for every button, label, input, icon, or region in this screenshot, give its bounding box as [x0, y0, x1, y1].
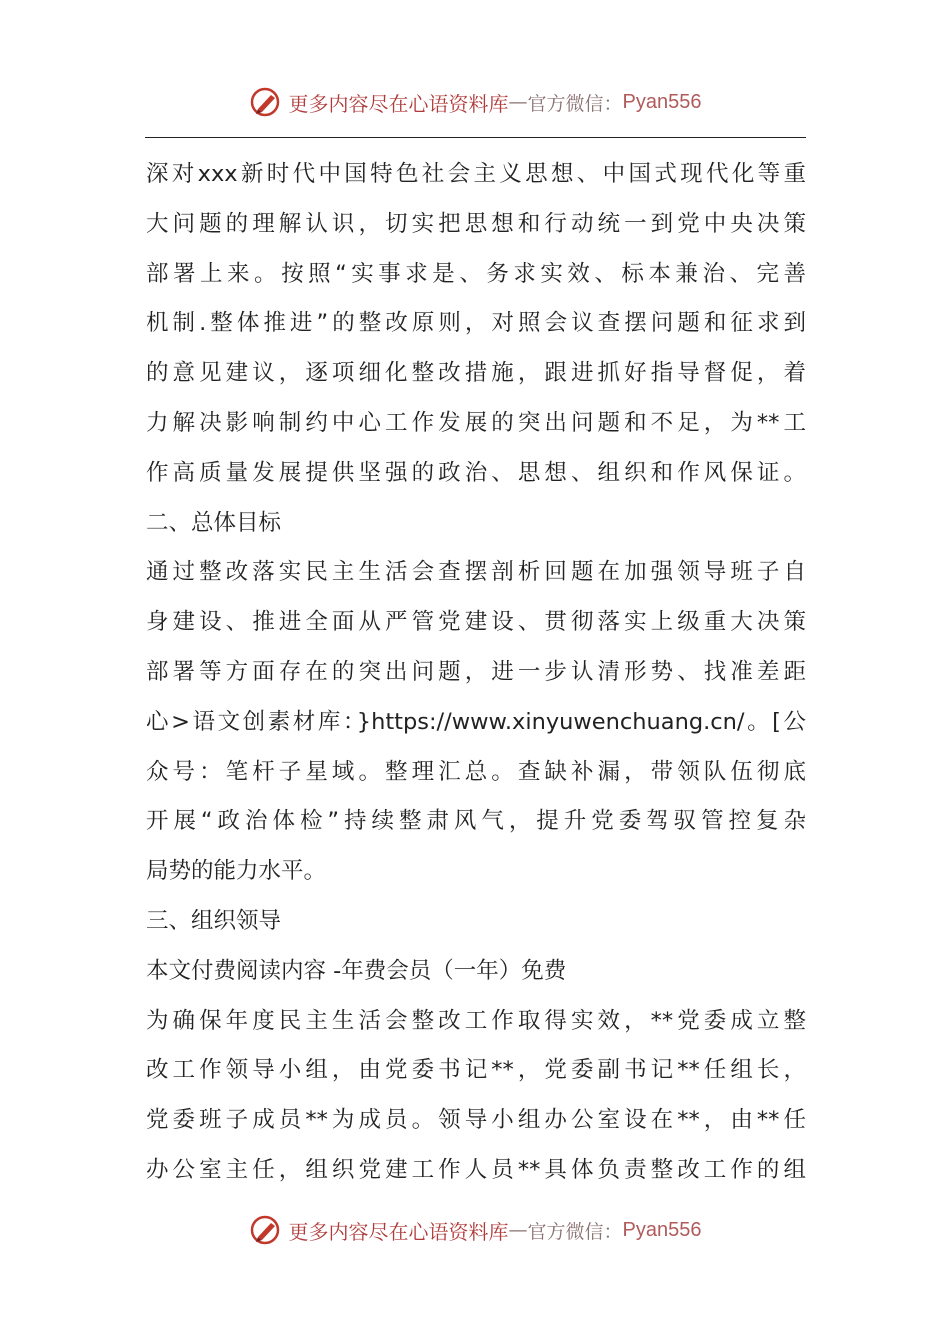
- watermark-wechat-id: Pyan556: [622, 90, 702, 113]
- watermark-wechat-label: 官方微信：: [527, 92, 623, 115]
- text-line: 部署等方面存在的突出问题，进一步认清形势、找准差距: [146, 658, 806, 685]
- watermark-dash: —: [508, 1219, 528, 1241]
- watermark-title: 更多内容尽在心语资料库: [288, 1219, 509, 1244]
- text-line: 心>语文创素材库：}https://www.xinyuwenchuang.cn/。[公: [146, 708, 806, 735]
- text-line: 作高质量发展提供坚强的政治、思想、组织和作风保证。: [146, 459, 806, 486]
- text-line: 党委班子成员**为成员。领导小组办公室设在**，由**任: [146, 1107, 806, 1134]
- header-divider: [145, 137, 806, 138]
- pen-logo-icon: [249, 85, 283, 119]
- watermark-wechat-label: 官方微信：: [527, 1220, 623, 1243]
- text-line: 的意见建议，逐项细化整改措施，跟进抓好指导督促，着: [146, 360, 806, 387]
- watermark-title: 更多内容尽在心语资料库: [288, 91, 509, 116]
- footer-watermark: [0, 1210, 950, 1250]
- text-line: 深对xxx新时代中国特色社会主义思想、中国式现代化等重: [146, 161, 806, 187]
- text-line: 通过整改落实民主生活会查摆剖析回题在加强领导班子自: [146, 559, 806, 586]
- text-line: 开展“政治体检”持续整肃风气，提升党委驾驭管控复杂: [146, 808, 806, 835]
- text-line: 改工作领导小组，由党委书记**，党委副书记**任组长，: [146, 1057, 806, 1084]
- text-line: 机制.整体推进”的整改原则，对照会议查摆问题和征求到: [146, 310, 806, 337]
- text-line: 局势的能力水平。: [146, 858, 327, 885]
- text-line: 为确保年度民主生活会整改工作取得实效，**党委成立整: [146, 1007, 806, 1034]
- document-body: [146, 150, 806, 1196]
- text-line: 办公室主任，组织党建工作人员**具体负责整改工作的组: [146, 1156, 806, 1183]
- text-line: 身建设、推进全面从严管党建设、贯彻落实上级重大决策: [146, 609, 806, 636]
- header-watermark: [0, 82, 950, 122]
- text-line: 大问题的理解认识，切实把思想和行动统一到党中央决策: [146, 210, 806, 237]
- text-line: 部署上来。按照“实事求是、务求实效、标本兼治、完善: [146, 260, 806, 287]
- watermark-wechat-id: Pyan556: [622, 1218, 702, 1241]
- watermark-dash: —: [508, 91, 528, 113]
- section-heading: 三、组织领导: [146, 907, 282, 934]
- text-line: 众号：笔杆子星域。整理汇总。查缺补漏，带领队伍彻底: [146, 758, 806, 785]
- text-line: 力解决影响制约中心工作发展的突出问题和不足，为**工: [146, 409, 806, 436]
- pen-logo-icon: [249, 1213, 283, 1247]
- section-heading: 二、总体目标: [146, 509, 282, 536]
- paywall-notice: 本文付费阅读内容 -年费会员（一年）免费: [146, 957, 567, 984]
